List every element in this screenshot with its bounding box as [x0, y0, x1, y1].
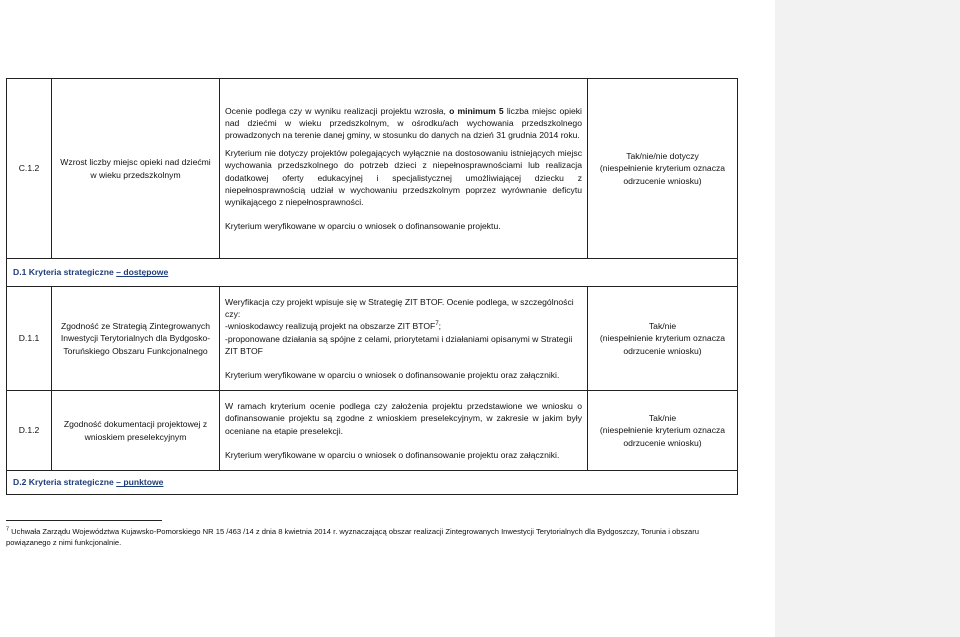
section-header-d1 [7, 259, 738, 287]
footnote-text: Uchwała Zarządu Województwa Kujawsko-Pomorskiego NR 15 /463 /14 z dnia 8 kwietnia 2014 r. wyznaczającą obszar realizacji Zintegrowanych Inwestycji Terytorialnych dla Bydgoszczy, Torunia i obszaru powiązanego z nimi funkcjonalnie. [6, 527, 700, 547]
description-paragraph-2: Kryterium nie dotyczy projektów polegających wyłącznie na dostosowaniu istniejących miejsc wychowania przedszkolnego do potrzeb dzieci z niepełnosprawnościami lub realizacja dodatkowej oferty edukacyjnej i specjalistycznej umożliwiającej dziecku z niepełnosprawnością udział w wychowaniu przedszkolnym poprzez wyrównanie deficytu wynikającego z niepełnosprawności. [225, 148, 582, 207]
evaluation-note: (niespełnienie kryterium oznacza odrzucenie wniosku) [599, 425, 726, 448]
footnote-ref: 7 [435, 321, 439, 328]
criterion-description [220, 79, 588, 259]
footnote-separator [6, 520, 162, 521]
evaluation-options: Tak/nie/nie dotyczy [626, 151, 699, 162]
criterion-name: Zgodność ze Strategią Zintegrowanych Inwestycji Terytorialnych dla Bydgosko-Toruńskiego Obszaru Funkcjonalnego [52, 287, 220, 391]
section-title-d2: D.2 Kryteria strategiczne – punktowe [7, 471, 738, 495]
table-row-d12 [7, 391, 738, 471]
footnote-marker: 7 [6, 526, 10, 533]
description-intro: W ramach kryterium ocenie podlega czy założenia projektu przedstawione we wniosku o dofinansowanie projektu są zgodne z wnioskiem preselekcyjnym, w zakresie w jakim były oceniane na etapie preselekcji. [225, 401, 582, 436]
criterion-description [220, 287, 588, 391]
description-intro: Weryfikacja czy projekt wpisuje się w Strategię ZIT BTOF. Ocenie podlega, w szczególności czy: [225, 296, 574, 320]
table-row-c12 [7, 79, 738, 259]
criterion-name: Zgodność dokumentacji projektowej z wnioskiem preselekcyjnym [52, 391, 220, 471]
criterion-code: C.1.2 [7, 79, 52, 259]
footnote [6, 526, 738, 548]
criterion-evaluation [588, 391, 738, 471]
description-paragraph-3: Kryterium weryfikowane w oparciu o wniosek o dofinansowanie projektu. [225, 221, 501, 232]
description-item-1: -wnioskodawcy realizują projekt na obszarze ZIT BTOF$^7$; [225, 321, 442, 332]
right-margin-panel [775, 0, 960, 637]
description-verification: Kryterium weryfikowane w oparciu o wniosek o dofinansowanie projektu oraz załączniki. [225, 369, 560, 380]
evaluation-note: (niespełnienie kryterium oznacza odrzucenie wniosku) [599, 333, 726, 356]
criterion-evaluation [588, 79, 738, 259]
evaluation-note: (niespełnienie kryterium oznacza odrzucenie wniosku) [599, 163, 726, 186]
description-paragraph-1: Ocenie podlega czy w wyniku realizacji projektu wzrosła, o minimum 5 liczba miejsc opieki nad dziećmi w wieku przedszkolnym, w ośrodku/ach wychowania przedszkolnego prowadzonych na terenie danej gminy, w stosunku do danych na dzień 31 grudnia 2014 roku. [225, 105, 582, 140]
evaluation-options: Tak/nie [648, 321, 677, 332]
minimum-value: o minimum 5 [449, 105, 504, 116]
table-row-d11 [7, 287, 738, 391]
criterion-evaluation [588, 287, 738, 391]
criterion-description [220, 391, 588, 471]
description-item-2: -proponowane działania są spójne z celami, priorytetami i działaniami opisanymi w Strategii ZIT BTOF [225, 333, 573, 356]
section-title-d1: D.1 Kryteria strategiczne – dostępowe [7, 259, 738, 287]
criterion-code: D.1.1 [7, 287, 52, 391]
evaluation-options: Tak/nie [648, 413, 677, 424]
criterion-code: D.1.2 [7, 391, 52, 471]
section-header-d2 [7, 471, 738, 495]
description-verification: Kryterium weryfikowane w oparciu o wniosek o dofinansowanie projektu oraz załączniki. [225, 449, 560, 460]
criterion-name: Wzrost liczby miejsc opieki nad dziećmi w wieku przedszkolnym [52, 79, 220, 259]
criteria-table [6, 78, 738, 495]
